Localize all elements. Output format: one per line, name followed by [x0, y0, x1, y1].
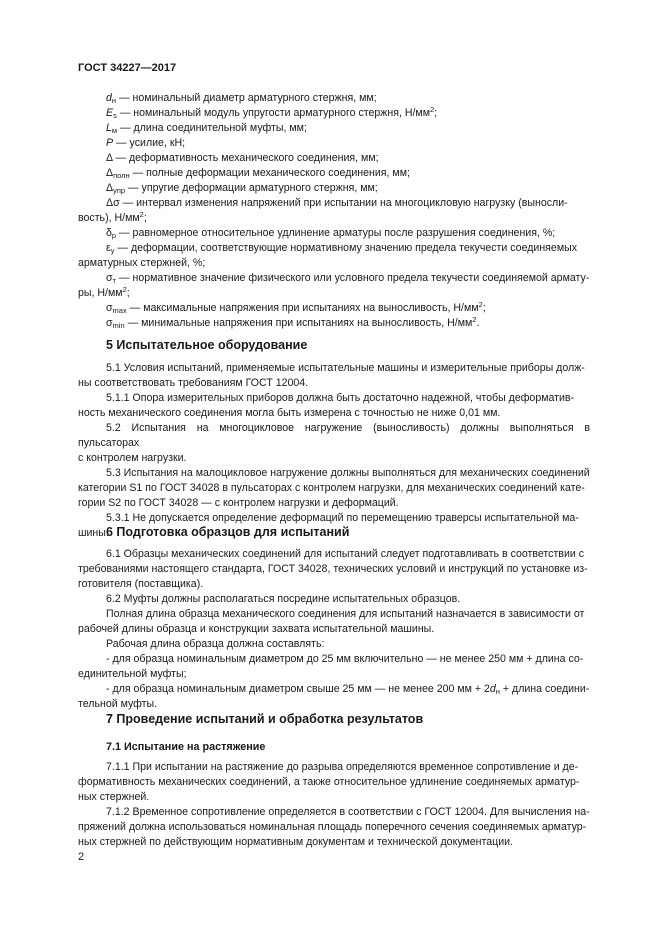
para-5-3: 5.3 Испытания на малоцикловое нагружение должны выполняться для механических соединений: [106, 467, 590, 479]
para-6-2-work: Рабочая длина образца должна составлять:: [106, 638, 325, 650]
symbol-delta-sigma: Δσ — интервал изменения напряжений при испытании на многоцикловую нагрузку (выносли-: [106, 197, 568, 209]
symbols-list: [78, 91, 590, 331]
symbol-eps-cont: арматурных стержней, %;: [78, 257, 206, 269]
para-5-2-cont: с контролем нагрузки.: [78, 452, 187, 464]
symbol-lm: $L_м$ — длина соединительной муфты, мм;: [106, 122, 307, 135]
symbol-sigma-t: $\sigma_т$ — нормативное значение физического или условного предела текучести соединяемой армату-: [106, 272, 590, 285]
symbol-sigma-min: $\sigma_{min}$ — минимальные напряжения при испытаниях на выносливость, $Н/мм^2$.: [106, 315, 480, 330]
symbol-eps: $\varepsilon_y$ — деформации, соответствующие нормативному значению предела текучести соединяемых: [106, 242, 578, 255]
para-6-1-cont2: готовителя (поставщика).: [78, 578, 204, 590]
symbol-dn: $d_н$ — номинальный диаметр арматурного стержня, мм;: [106, 92, 377, 105]
para-6-2-length-cont: рабочей длины образца и конструкции захвата испытательной машины.: [78, 623, 435, 635]
section-5-title: 5 Испытательное оборудование: [106, 338, 308, 352]
list-item-over-25: - для образца номинальным диаметром свыше 25 мм — не менее 200 мм + $2d_н$ + длина соедини-: [106, 683, 590, 696]
para-7-1-2-cont: пряжений должна использоваться номинальная площадь поперечного сечения соединяемых арматур-: [78, 821, 587, 833]
page-number: 2: [78, 851, 85, 863]
para-5-1-cont: ны соответствовать требованиям ГОСТ 12004.: [78, 377, 309, 389]
para-5-1-1: 5.1.1 Опора измерительных приборов должна быть достаточно надежной, чтобы деформатив-: [106, 392, 575, 404]
section-6-body: [78, 547, 590, 712]
para-5-3-1-cont: шины.: [78, 527, 109, 539]
symbol-delta-upr: $\Delta_{упр}$ — упругие деформации арматурного стержня, мм;: [106, 182, 378, 195]
section-5-body: [78, 361, 590, 541]
symbol-sigma-max: $\sigma_{max}$ — максимальные напряжения при испытаниях на выносливость, $Н/мм^2$;: [106, 300, 486, 315]
subsection-7-1-title: 7.1 Испытание на растяжение: [106, 741, 266, 753]
para-5-3-cont2: гории S2 по ГОСТ 34028 — с контролем нагрузки и деформаций.: [78, 497, 399, 509]
symbol-delta-p: $\delta_р$ — равномерное относительное удлинение арматуры после разрушения соединения, %;: [106, 227, 556, 240]
para-7-1-1-cont2: ных стержней.: [78, 791, 150, 803]
symbol-delta-sigma-cont: вость), $Н/мм^2$;: [78, 210, 147, 224]
para-7-1-1: 7.1.1 При испытании на растяжение до разрыва определяются временное сопротивление и де-: [106, 761, 579, 773]
section-7-title: 7 Проведение испытаний и обработка результатов: [106, 712, 424, 726]
symbol-delta: Δ — деформативность механического соединения, мм;: [106, 152, 379, 164]
para-5-1: 5.1 Условия испытаний, применяемые испытательные машины и измерительные приборы долж-: [106, 362, 585, 374]
para-6-1-cont: требованиями настоящего стандарта, ГОСТ 34028, технических условий и инструкций по установке из-: [78, 563, 588, 575]
list-item-over-25-cont: тельной муфты.: [78, 698, 158, 710]
para-6-2-length: Полная длина образца механического соединения для испытаний назначается в зависимости от: [106, 608, 585, 620]
symbol-es: $E_s$ — номинальный модуль упругости арматурного стержня, $Н/мм^2$;: [106, 105, 438, 120]
symbol-p: P — усилие, кН;: [106, 137, 186, 149]
list-item-upto-25: - для образца номинальным диаметром до 25 мм включительно — не менее 250 мм + длина со-: [106, 653, 584, 665]
para-6-1: 6.1 Образцы механических соединений для испытаний следует подготавливать в соответствии с: [106, 548, 585, 560]
list-item-upto-25-cont: единительной муфты;: [78, 668, 187, 680]
section-6-title: 6 Подготовка образцов для испытаний: [106, 525, 350, 539]
para-6-2: 6.2 Муфты должны располагаться посредине испытательных образцов.: [106, 593, 461, 605]
para-5-2: 5.2 Испытания на многоцикловое нагружение (выносливость) должны выполняться в пульсаторах: [78, 422, 590, 449]
symbol-sigma-t-cont: ры, $Н/мм^2$;: [78, 285, 130, 299]
para-7-1-2: 7.1.2 Временное сопротивление определяется в соответствии с ГОСТ 12004. Для вычисления на-: [106, 806, 590, 818]
para-5-3-cont: категории S1 по ГОСТ 34028 в пульсаторах с контролем нагрузки, для механических соединений кате-: [78, 482, 585, 494]
document-header: ГОСТ 34227—2017: [78, 62, 177, 74]
para-7-1-1-cont: формативность механических соединений, а также относительное удлинение соединяемых арматур-: [78, 776, 580, 788]
para-5-1-1-cont: ность механического соединения могла быть измерена с точностью не ниже 0,01 мм.: [78, 407, 501, 419]
symbol-delta-poln: $\Delta_{полн}$ — полные деформации механического соединения, мм;: [106, 167, 410, 180]
para-5-3-1: 5.3.1 Не допускается определение деформаций по перемещению траверсы испытательной ма-: [106, 512, 579, 524]
section-7-body: [78, 760, 590, 850]
para-7-1-2-cont2: ных стержней по действующим нормативным документам и технической документации.: [78, 836, 513, 848]
